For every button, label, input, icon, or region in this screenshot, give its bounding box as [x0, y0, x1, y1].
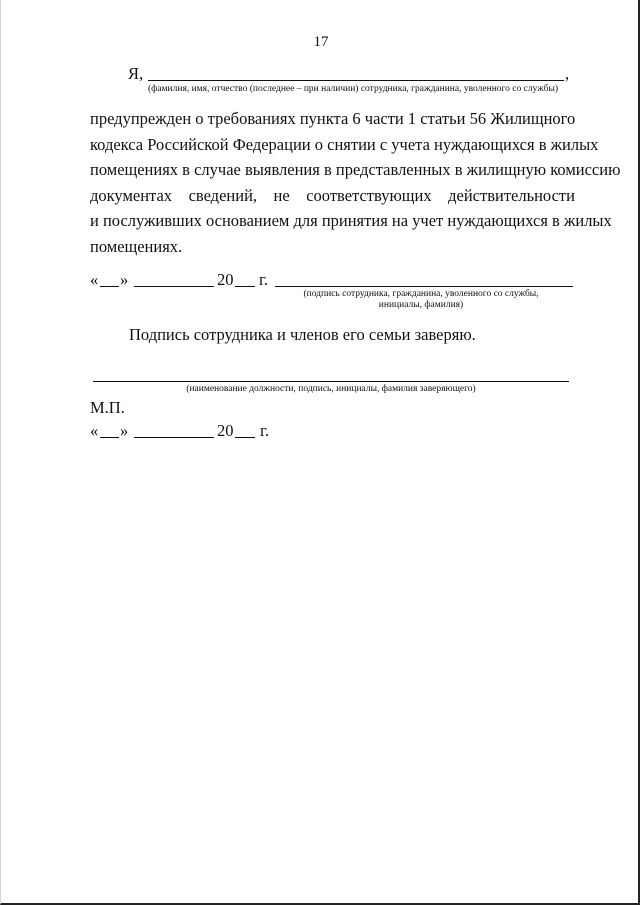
paragraph-line-justified	[90, 183, 575, 209]
paragraph-word: сведений,	[188, 185, 258, 205]
date1-signature-caption-2: инициалы, фамилия)	[378, 300, 464, 310]
date1-signature-caption-1: (подпись сотрудника, гражданина, уволенного со службы,	[303, 289, 539, 299]
date1-year-prefix: 20	[217, 270, 234, 289]
paragraph-line	[90, 106, 575, 132]
declarant-trailing-comma: ,	[565, 64, 570, 83]
paragraph-word: соответствующих	[306, 185, 432, 205]
declarant-name-line	[148, 80, 564, 81]
date1-year-suffix: г.	[259, 270, 269, 289]
certify-text: Подпись сотрудника и членов его семьи заверяю.	[129, 325, 476, 344]
date1-open-quote: «	[90, 270, 99, 289]
paragraph-line-text: предупрежден о требованиях пункта 6 части 1 статьи 56 Жилищного	[90, 109, 576, 128]
date1-day-blank	[100, 286, 119, 287]
date1-month-blank	[134, 286, 214, 287]
certifier-caption: (наименование должности, подпись, инициалы, фамилия заверяющего)	[186, 384, 476, 394]
seal-label: М.П.	[90, 398, 125, 417]
date2-day-blank	[100, 437, 119, 438]
warning-paragraph	[90, 106, 621, 260]
date2-year-suffix: г.	[260, 421, 270, 440]
date1-signature-line	[275, 286, 573, 287]
paragraph-line: помещениях.	[90, 236, 183, 256]
date2-year-prefix: 20	[217, 421, 234, 440]
paragraph-word: не	[273, 185, 290, 205]
declarant-caption: (фамилия, имя, отчество (последнее – при наличии) сотрудника, гражданина, уволенного со службы)	[148, 84, 559, 94]
page-number: 17	[313, 34, 329, 50]
date2-open-quote: «	[90, 421, 99, 440]
date2-year-blank	[235, 437, 255, 438]
date1-close-quote: »	[120, 270, 129, 289]
paragraph-line: помещениях в случае выявления в представленных в жилищную комиссию	[90, 160, 621, 180]
paragraph-word: действительности	[448, 185, 575, 205]
paragraph-word: документах	[90, 185, 173, 205]
date2-close-quote: »	[120, 421, 129, 440]
paragraph-line: кодекса Российской Федерации о снятии с учета нуждающихся в жилых	[90, 134, 599, 154]
paragraph-line: и послуживших основанием для принятия на учет нуждающихся в жилых	[90, 211, 612, 231]
certifier-line	[93, 381, 569, 382]
declarant-prefix: Я,	[128, 64, 144, 83]
date2-month-blank	[134, 437, 214, 438]
date1-year-blank	[235, 286, 255, 287]
